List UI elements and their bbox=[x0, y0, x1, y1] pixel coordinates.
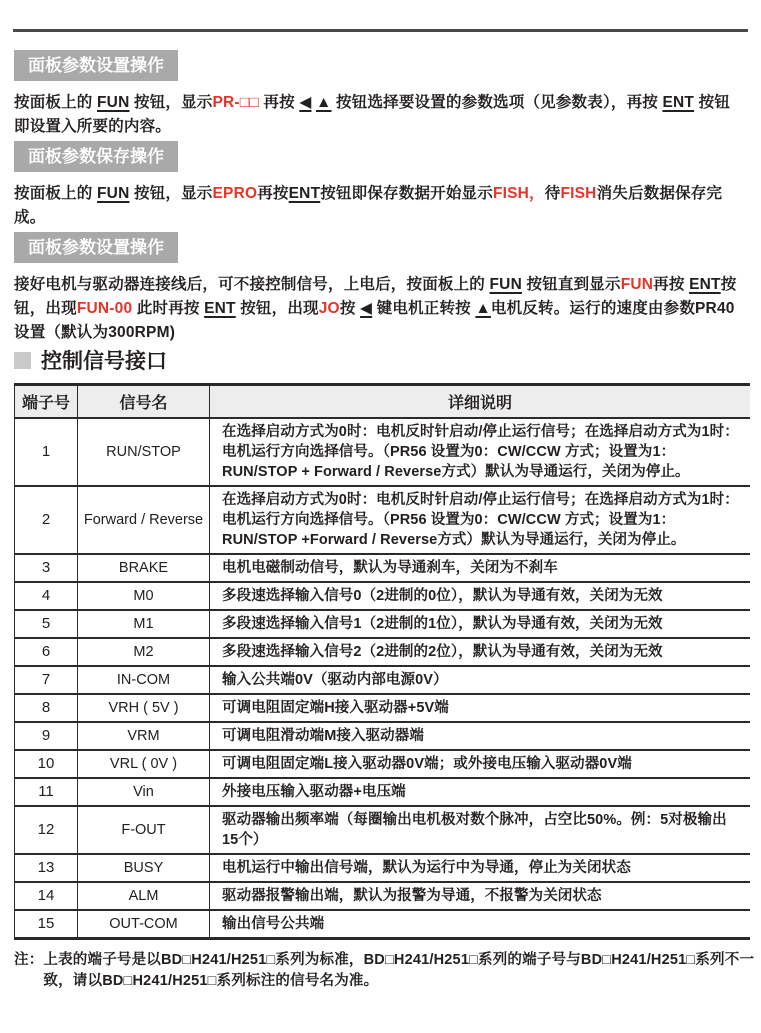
instruction-paragraph: 接好电机与驱动器连接线后，可不接控制信号，上电后，按面板上的 FUN 按钮直到显示FUN再按 ENT按钮，出现FUN-00 此时再按 ENT 按钮，出现JO按 ◀ 键电机正转按 ▲电机反转。运行的速度由参数PR40设置（默认为300RPM) bbox=[14, 276, 737, 341]
table-row bbox=[15, 910, 751, 939]
table-row bbox=[15, 418, 751, 486]
signal-description: 驱动器输出频率端（每圈输出电机极对数个脉冲，占空比50%。例：5对极输出15个） bbox=[222, 812, 727, 848]
terminal-number: 4 bbox=[15, 582, 78, 610]
signal-name: ALM bbox=[78, 882, 210, 910]
signal-name: VRM bbox=[78, 722, 210, 750]
table-row bbox=[15, 778, 751, 806]
table-row bbox=[15, 806, 751, 854]
terminal-number: 15 bbox=[15, 910, 78, 939]
terminal-number: 5 bbox=[15, 610, 78, 638]
control-signal-table bbox=[14, 383, 750, 940]
signal-description: 多段速选择输入信号0（2进制的0位），默认为导通有效，关闭为无效 bbox=[222, 588, 663, 604]
footnote bbox=[14, 950, 761, 992]
table-row bbox=[15, 486, 751, 554]
table-row bbox=[15, 750, 751, 778]
terminal-number: 3 bbox=[15, 554, 78, 582]
footnote-text: 上表的端子号是以BD□H241/H251□系列为标准，BD□H241/H251□系列的端子号与BD□H241/H251□系列不一致，请以BD□H241/H251□系列标注的信号名为准。 bbox=[43, 952, 755, 989]
footnote-label: 注： bbox=[14, 952, 44, 968]
signal-name: Vin bbox=[78, 778, 210, 806]
signal-description: 在选择启动方式为0时：电机反时针启动/停止运行信号；在选择启动方式为1时：电机运行方向选择信号。（PR56 设置为0：CW/CCW 方式；设置为1：RUN/STOP +Forward / Reverse方式）默认为导通运行，关闭为停止。 bbox=[222, 492, 739, 548]
instruction-paragraph: 按面板上的 FUN 按钮，显示PR-□□ 再按 ◀ ▲ 按钮选择要设置的参数选项（见参数表），再按 ENT 按钮即设置入所要的内容。 bbox=[14, 94, 731, 135]
terminal-number: 12 bbox=[15, 806, 78, 854]
signal-description: 在选择启动方式为0时：电机反时针启动/停止运行信号；在选择启动方式为1时：电机运行方向选择信号。（PR56 设置为0：CW/CCW 方式；设置为1：RUN/STOP + Forward / Reverse方式）默认为导通运行，关闭为停止。 bbox=[222, 424, 739, 480]
instruction-paragraph: 按面板上的 FUN 按钮，显示EPRO再按ENT按钮即保存数据开始显示FISH，待FISH消失后数据保存完成。 bbox=[14, 185, 723, 226]
table-row bbox=[15, 554, 751, 582]
signal-description: 输入公共端0V（驱动内部电源0V） bbox=[222, 672, 448, 688]
terminal-number: 11 bbox=[15, 778, 78, 806]
terminal-number: 7 bbox=[15, 666, 78, 694]
signal-description: 外接电压输入驱动器+电压端 bbox=[222, 784, 406, 800]
table-row bbox=[15, 582, 751, 610]
signal-name: RUN/STOP bbox=[78, 418, 210, 486]
terminal-number: 9 bbox=[15, 722, 78, 750]
table-row bbox=[15, 882, 751, 910]
table-row bbox=[15, 638, 751, 666]
signal-description: 电机电磁制动信号，默认为导通刹车，关闭为不刹车 bbox=[222, 560, 558, 576]
section-panel-parameter-save bbox=[14, 139, 747, 230]
table-header-row bbox=[15, 385, 751, 419]
terminal-number: 13 bbox=[15, 854, 78, 882]
signal-description: 可调电阻固定端H接入驱动器+5V端 bbox=[222, 700, 449, 716]
table-row bbox=[15, 694, 751, 722]
document-page bbox=[0, 32, 761, 992]
terminal-number: 14 bbox=[15, 882, 78, 910]
terminal-number: 2 bbox=[15, 486, 78, 554]
table-row bbox=[15, 610, 751, 638]
column-header-signal-name: 信号名 bbox=[78, 385, 210, 419]
column-header-description: 详细说明 bbox=[210, 385, 751, 419]
section-panel-test-run bbox=[14, 230, 747, 345]
signal-name: F-OUT bbox=[78, 806, 210, 854]
signal-name: M1 bbox=[78, 610, 210, 638]
signal-name: BUSY bbox=[78, 854, 210, 882]
signal-description: 可调电阻固定端L接入驱动器0V端；或外接电压输入驱动器0V端 bbox=[222, 756, 632, 772]
signal-name: VRL ( 0V ) bbox=[78, 750, 210, 778]
terminal-number: 1 bbox=[15, 418, 78, 486]
column-header-terminal-no: 端子号 bbox=[15, 385, 78, 419]
terminal-number: 10 bbox=[15, 750, 78, 778]
section-panel-parameter-setting bbox=[14, 32, 747, 139]
signal-name: BRAKE bbox=[78, 554, 210, 582]
square-bullet-icon bbox=[14, 352, 31, 369]
signal-name: OUT-COM bbox=[78, 910, 210, 939]
signal-description: 可调电阻滑动端M接入驱动器端 bbox=[222, 728, 424, 744]
section-badge: 面板参数设置操作 bbox=[14, 50, 178, 81]
section-title: 控制信号接口 bbox=[41, 350, 167, 373]
table-row bbox=[15, 722, 751, 750]
signal-name: Forward / Reverse bbox=[78, 486, 210, 554]
terminal-number: 8 bbox=[15, 694, 78, 722]
table-row bbox=[15, 854, 751, 882]
terminal-number: 6 bbox=[15, 638, 78, 666]
section-badge: 面板参数设置操作 bbox=[14, 232, 178, 263]
control-signal-title-row bbox=[14, 345, 747, 375]
signal-name: M2 bbox=[78, 638, 210, 666]
signal-description: 多段速选择输入信号1（2进制的1位），默认为导通有效，关闭为无效 bbox=[222, 616, 663, 632]
signal-description: 输出信号公共端 bbox=[222, 916, 325, 932]
signal-name: IN-COM bbox=[78, 666, 210, 694]
signal-description: 驱动器报警输出端，默认为报警为导通，不报警为关闭状态 bbox=[222, 888, 602, 904]
signal-name: VRH ( 5V ) bbox=[78, 694, 210, 722]
section-badge: 面板参数保存操作 bbox=[14, 141, 178, 172]
table-row bbox=[15, 666, 751, 694]
signal-description: 多段速选择输入信号2（2进制的2位），默认为导通有效，关闭为无效 bbox=[222, 644, 663, 660]
signal-name: M0 bbox=[78, 582, 210, 610]
signal-description: 电机运行中输出信号端，默认为运行中为导通，停止为关闭状态 bbox=[222, 860, 631, 876]
